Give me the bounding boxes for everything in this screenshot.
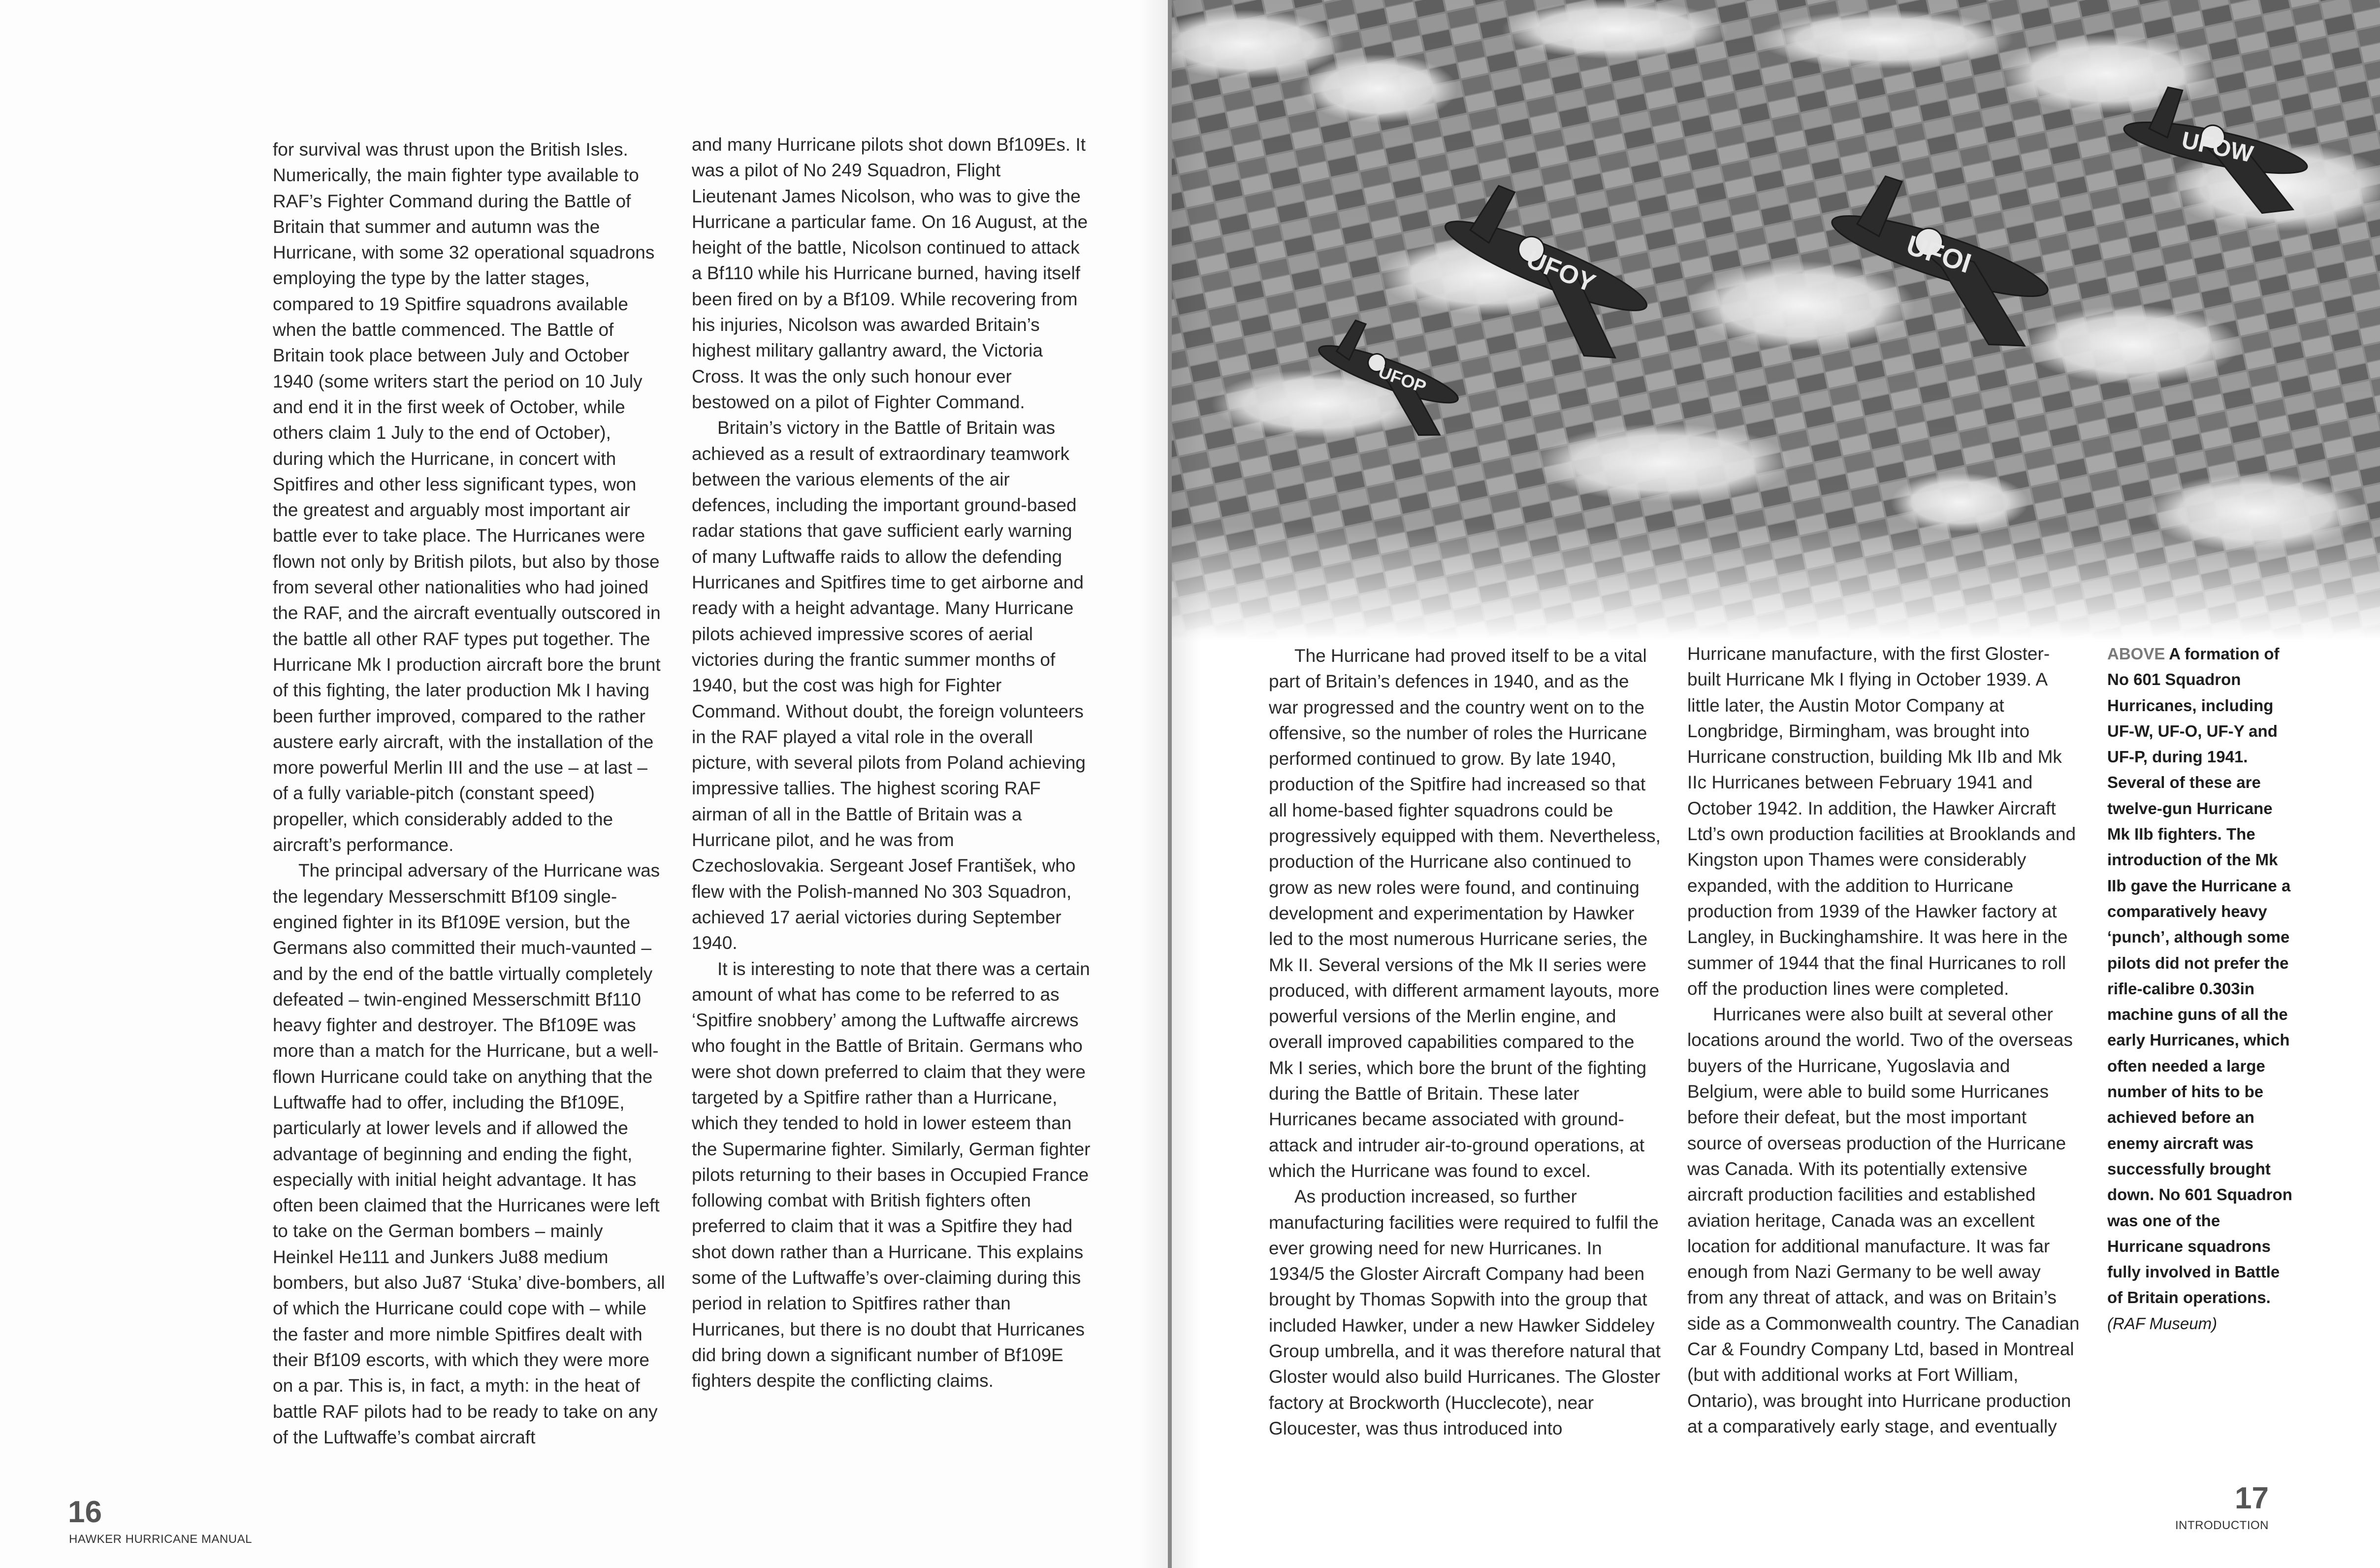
page-number: 16 <box>68 1495 102 1529</box>
gutter-shadow <box>1172 0 1201 1568</box>
paragraph: Britain’s victory in the Battle of Britain was achieved as a result of extraordinary teamwork between the various elements of the air defences, including the important ground-based radar stations that gave sufficient early warning of many Luftwaffe raids to allow the defending Hurricanes and Spitfires time to get airborne and ready with a height advantage. Many Hurricane pilots achieved impressive scores of aerial victories during the frantic summer months of 1940, but the cost was high for Fighter Command. Without doubt, the foreign volunteers in the RAF played a vital role in the overall picture, with several pilots from Poland achieving impressive tallies. The highest scoring RAF airman of all in the Battle of Britain was a Hurricane pilot, and he was from Czechoslovakia. Sergeant Josef František, who flew with the Polish-manned No 303 Squadron, achieved 17 aerial victories during September 1940. <box>692 418 1086 953</box>
paragraph: The principal adversary of the Hurricane was the legendary Messerschmitt Bf109 single-engined fighter in its Bf109E version, but the Germans also committed their much-vaunted – and by the end of the battle virtually completely defeated – twin-engined Messerschmitt Bf110 heavy fighter and destroyer. The Bf109E was more than a match for the Hurricane, but a well-flown Hurricane could take on anything that the Luftwaffe had to offer, including the Bf109E, particularly at lower levels and if allowed the advantage of beginning and ending the fight, especially with initial height advantage. It has often been claimed that the Hurricanes were left to take on the German bombers – mainly Heinkel He111 and Junkers Ju88 medium bombers, but also Ju87 ‘Stuka’ dive-bombers, all of which the Hurricane could cope with – while the faster and more nimble Spitfires dealt with their Bf109 escorts, with which they were more on a par. This is, in fact, a myth: in the heat of battle RAF pilots had to be ready to take on any of the Luftwaffe’s combat aircraft <box>273 860 665 1447</box>
page-number: 17 <box>2235 1481 2269 1515</box>
aerial-photo-icon <box>1172 0 2380 640</box>
left-page-column-2 <box>692 132 1091 1394</box>
paragraph: and many Hurricane pilots shot down Bf109Es. It was a pilot of No 249 Squadron, Flight Lieutenant James Nicolson, who was to give the Hurricane a particular fame. On 16 August, at the height of the battle, Nicolson continued to attack a Bf110 while his Hurricane burned, having itself been fired on by a Bf109. While recovering from his injuries, Nicolson was awarded Britain’s highest military gallantry award, the Victoria Cross. It was the only such honour ever bestowed on a pilot of Fighter Command. <box>692 134 1088 412</box>
left-page-column-1 <box>273 137 667 1450</box>
right-page-column-2 <box>1687 641 2081 1439</box>
right-page <box>1172 0 2380 1568</box>
paragraph: Hurricane manufacture, with the first Gloster-built Hurricane Mk I flying in October 1939. A little later, the Austin Motor Company at Longbridge, Birmingham, was brought into Hurricane construction, building Mk IIb and Mk IIc Hurricanes between February 1941 and October 1942. In addition, the Hawker Aircraft Ltd’s own production facilities at Brooklands and Kingston upon Thames were considerably expanded, with the addition to Hurricane production from 1939 of the Hawker factory at Langley, in Buckinghamshire. It was here in the summer of 1944 that the final Hurricanes to roll off the production lines were completed. <box>1687 644 2076 999</box>
left-page <box>0 0 1168 1568</box>
paragraph: Hurricanes were also built at several other locations around the world. Two of the overseas buyers of the Hurricane, Yugoslavia and Belgium, were able to build some Hurricanes before their defeat, but the most important source of overseas production of the Hurricane was Canada. With its potentially extensive aircraft production facilities and established aviation heritage, Canada was an excellent location for additional manufacture. It was far enough from Nazi Germany to be well away from any threat of attack, and was on Britain’s side as a Commonwealth country. The Canadian Car & Foundry Company Ltd, based in Montreal (but with additional works at Fort William, Ontario), was brought into Hurricane production at a comparatively early stage, and eventually <box>1687 1004 2080 1437</box>
paragraph: As production increased, so further manufacturing facilities were required to fulfil the ever growing need for new Hurricanes. In 1934/5 the Gloster Aircraft Company had been brought by Thomas Sopwith into the group that included Hawker, under a new Hawker Siddeley Group umbrella, and it was therefore natural that Gloster would also build Hurricanes. The Gloster factory at Brockworth (Hucclecote), near Gloucester, was thus introduced into <box>1269 1186 1661 1438</box>
running-head: HAWKER HURRICANE MANUAL <box>69 1533 252 1546</box>
caption-text: A formation of No 601 Squadron Hurricanes, including UF-W, UF-O, UF-Y and UF-P, during 1941. Several of these are twelve-gun Hurricane Mk IIb fighters. The introduction of the Mk IIb gave the Hurricane a comparatively heavy ‘punch’, although some pilots did not prefer the rifle-calibre 0.303in machine guns of all the early Hurricanes, which often needed a large number of hits to be achieved before an enemy aircraft was successfully brought down. No 601 Squadron was one of the Hurricane squadrons fully involved in Battle of Britain operations. <box>2107 645 2292 1307</box>
right-page-column-1 <box>1269 643 1663 1441</box>
paragraph: for survival was thrust upon the British Isles. Numerically, the main fighter type available to RAF’s Fighter Command during the Battle of Britain that summer and autumn was the Hurricane, with some 32 operational squadrons employing the type by the latter stages, compared to 19 Spitfire squadrons available when the battle commenced. The Battle of Britain took place between July and October 1940 (some writers start the period on 10 July and end it in the first week of October, while others claim 1 July to the end of October), during which the Hurricane, in concert with Spitfires and other less significant types, won the greatest and arguably most important air battle ever to take place. The Hurricanes were flown not only by British pilots, but also by those from several other nationalities who had joined the RAF, and the aircraft eventually outscored in the battle all other RAF types put together. The Hurricane Mk I production aircraft bore the brunt of this fighting, the later production Mk I having been further improved, compared to the rather austere early aircraft, with the installation of the more powerful Merlin III and the use – at last – of a fully variable-pitch (constant speed) propeller, which considerably added to the aircraft’s performance. <box>273 139 661 855</box>
paragraph: The Hurricane had proved itself to be a vital part of Britain’s defences in 1940, and as the war progressed and the country went on to the offensive, so the number of roles the Hurricane performed continued to grow. By late 1940, production of the Spitfire had increased so that all home-based fighter squadrons could be progressively equipped with them. Nevertheless, production of the Hurricane also continued to grow as new roles were found, and continuing development and experimentation by Hawker led to the most numerous Hurricane series, the Mk II. Several versions of the Mk II series were produced, with different armament layouts, more powerful versions of the Merlin engine, and overall improved capabilities compared to the Mk I series, which bore the brunt of the fighting during the Battle of Britain. These later Hurricanes became associated with ground-attack and intruder air-to-ground operations, at which the Hurricane was found to excel. <box>1269 646 1661 1181</box>
photo-caption <box>2107 641 2299 1337</box>
caption-tag: ABOVE <box>2107 645 2169 663</box>
running-head: INTRODUCTION <box>2175 1519 2269 1532</box>
paragraph: It is interesting to note that there was a certain amount of what has come to be referred to as ‘Spitfire snobbery’ among the Luftwaffe aircrews who fought in the Battle of Britain. Germans who were shot down preferred to claim that they were targeted by a Spitfire rather than a Hurricane, which they tended to hold in lower esteem than the Supermarine fighter. Similarly, German fighter pilots returning to their bases in Occupied France following combat with British fighters often preferred to claim that it was a Spitfire they had shot down rather than a Hurricane. This explains some of the Luftwaffe’s over-claiming during this period in relation to Spitfires rather than Hurricanes, but there is no doubt that Hurricanes did bring down a significant number of Bf109E fighters despite the conflicting claims. <box>692 958 1091 1391</box>
hurricane-formation-photo <box>1172 0 2380 640</box>
gutter-shadow <box>1138 0 1168 1568</box>
caption-credit: (RAF Museum) <box>2107 1314 2218 1333</box>
